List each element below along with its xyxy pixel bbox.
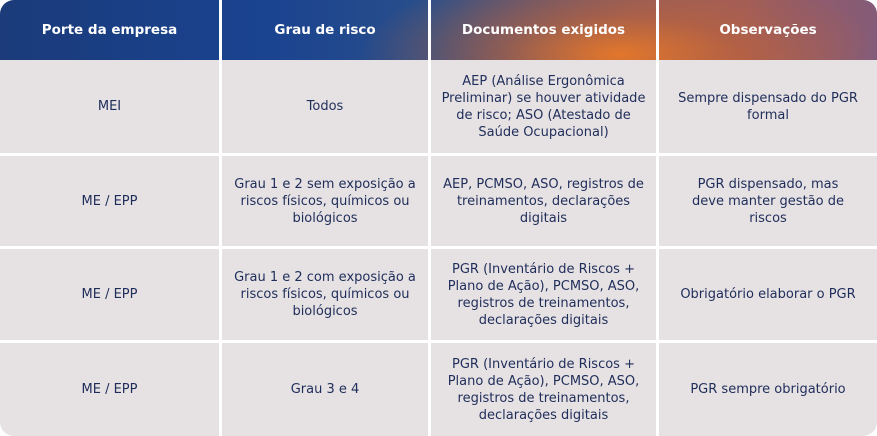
cell-grau: Grau 1 e 2 com exposição a riscos físicos, químicos ou biológicos (234, 270, 416, 319)
column-divider (219, 0, 222, 436)
table-row (0, 249, 877, 340)
cell-documentos: AEP (Análise Ergonômica Preliminar) se houver atividade de risco; ASO (Atestado de Saúde Ocupacional) (441, 73, 646, 140)
cell-observacoes: PGR dispensado, mas deve manter gestão de riscos (692, 176, 844, 226)
header-documentos: Documentos exigidos (461, 22, 626, 38)
cell-documentos: PGR (Inventário de Riscos + Plano de Ação), PCMSO, ASO, registros de treinamentos, declarações digitais (447, 356, 640, 423)
column-divider (656, 0, 659, 436)
header-grau: Grau de risco (274, 22, 376, 38)
cell-grau: Grau 3 e 4 (290, 382, 360, 397)
header-observacoes: Observações (719, 22, 817, 38)
table-row (0, 343, 877, 436)
header-porte: Porte da empresa (41, 22, 178, 38)
table-header (0, 0, 877, 60)
row-divider (0, 153, 877, 156)
cell-observacoes: Obrigatório elaborar o PGR (680, 287, 856, 302)
cell-observacoes: Sempre dispensado do PGR formal (678, 90, 858, 123)
row-divider (0, 340, 877, 343)
cell-porte: ME / EPP (81, 382, 138, 397)
cell-porte: ME / EPP (81, 193, 138, 209)
cell-documentos: AEP, PCMSO, ASO, registros de treinamentos, declarações digitais (443, 176, 644, 226)
cell-grau: Todos (306, 99, 344, 114)
cell-porte: ME / EPP (81, 287, 138, 302)
row-divider (0, 246, 877, 249)
cell-grau: Grau 1 e 2 sem exposição a riscos físicos, químicos ou biológicos (234, 176, 416, 226)
table-row (0, 60, 877, 153)
cell-porte: MEI (97, 99, 122, 114)
cell-observacoes: PGR sempre obrigatório (690, 382, 846, 397)
column-divider (428, 0, 431, 436)
table-row (0, 156, 877, 246)
cell-documentos: PGR (Inventário de Riscos + Plano de Ação), PCMSO, ASO, registros de treinamentos, declarações digitais (447, 261, 640, 328)
